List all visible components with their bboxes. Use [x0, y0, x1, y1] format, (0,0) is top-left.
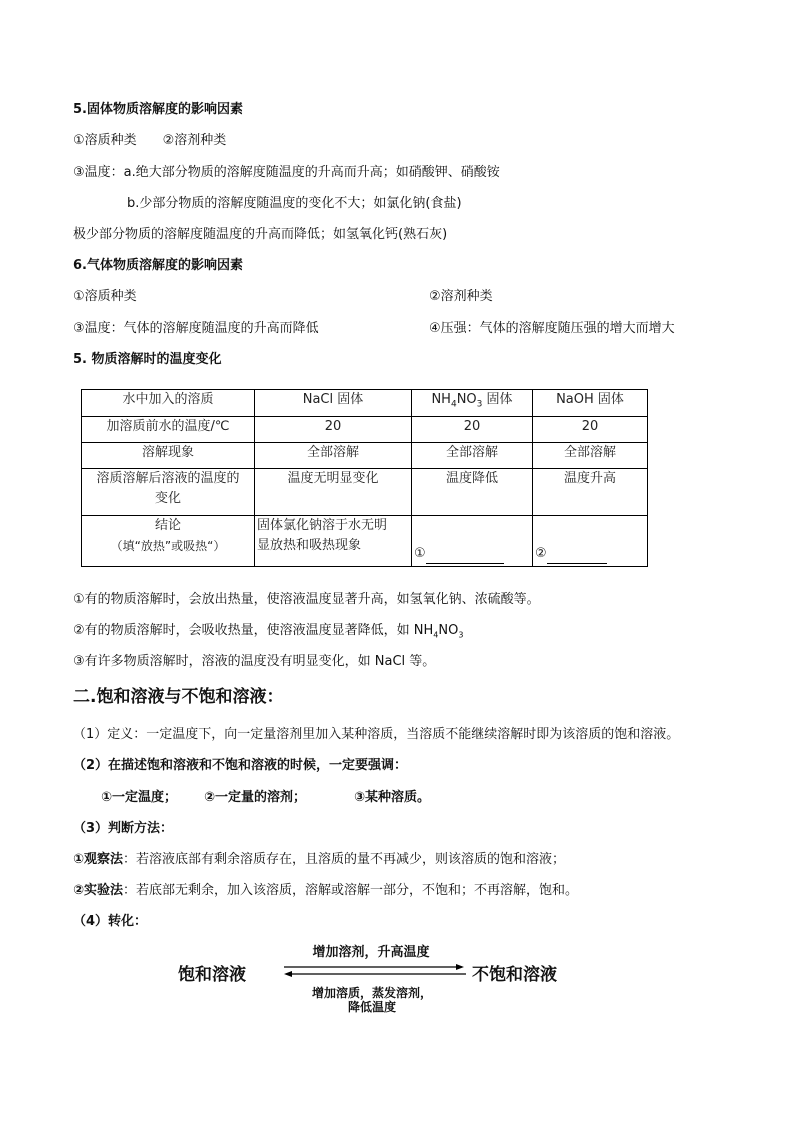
unsaturated-solution-label: 不饱和溶液 [472, 965, 557, 985]
table-row [82, 468, 648, 515]
definition-line: （1）定义：一定温度下，向一定量溶剂里加入某种溶质，当溶质不能继续溶解时即为该溶质的饱和溶液。 [73, 727, 680, 742]
section-5-line-2: ③温度：a.绝大部分物质的溶解度随温度的升高而升高；如硝酸钾、硝酸铵 [73, 165, 500, 180]
table-cell: 温度无明显变化 [255, 468, 412, 515]
table-cell [412, 515, 533, 566]
section-2-title: 二.饱和溶液与不饱和溶液： [73, 687, 284, 707]
table-cell [412, 390, 533, 417]
conversion-title: （4）转化： [73, 914, 148, 929]
section-6-title: 6.气体物质溶解度的影响因素 [73, 258, 243, 273]
method-text: ：若溶液底部有剩余溶质存在，且溶质的量不再减少，则该溶质的饱和溶液； [123, 852, 566, 867]
experiment-method [73, 882, 578, 900]
section-6-item-1: ①溶质种类 [73, 289, 137, 304]
note-2-text: ②有的物质溶解时，会吸收热量，使溶液温度显著降低，如 NH [73, 623, 434, 638]
note-2 [73, 622, 463, 645]
method-name: ①观察法 [73, 852, 124, 867]
section-6-item-2: ②溶剂种类 [429, 289, 493, 304]
section-5-line-3: b.少部分物质的溶解度随温度的变化不大；如氯化钠(食盐) [127, 196, 462, 211]
emphasis-item-3: ③某种溶质。 [354, 790, 431, 805]
method-name: ②实验法 [73, 883, 124, 898]
table-cell: 全部溶解 [533, 442, 648, 468]
backward-condition-line-2: 降低温度 [347, 1000, 396, 1014]
table-cell: NaOH 固体 [533, 390, 648, 417]
formula-subscript: 4 [433, 630, 439, 640]
cell-line: 显放热和吸热现象 [257, 537, 362, 553]
table-cell [82, 468, 255, 515]
cell-line: 变化 [154, 490, 181, 506]
method-text: ：若底部无剩余，加入该溶质，溶解或溶解一部分，不饱和；不再溶解，饱和。 [123, 883, 579, 898]
emphasis-line: （2）在描述饱和溶液和不饱和溶液的时候，一定要强调： [73, 758, 408, 773]
backward-arrowhead [284, 971, 292, 977]
saturated-solution-label: 饱和溶液 [178, 965, 246, 985]
section-5b-title: 5. 物质溶解时的温度变化 [73, 352, 222, 367]
table-row [82, 442, 648, 468]
table-cell [533, 515, 648, 566]
formula-subscript: 4 [450, 399, 457, 410]
cell-line: 溶质溶解后溶液的温度的 [96, 470, 240, 486]
section-5-title: 5.固体物质溶解度的影响因素 [73, 102, 243, 117]
forward-arrowhead [456, 964, 464, 970]
table-cell: NaCl 固体 [255, 390, 412, 417]
table-cell [82, 515, 255, 566]
table-cell: 加溶质前水的温度/℃ [82, 417, 255, 443]
judge-method-title: （3）判断方法： [73, 821, 174, 836]
table-cell: 全部溶解 [255, 442, 412, 468]
section-5-line-1: ①溶质种类 ②溶剂种类 [73, 133, 227, 148]
cell-line: （填“放热”或吸热“） [110, 538, 226, 553]
answer-blank-2[interactable] [547, 549, 607, 564]
answer-blank-1[interactable] [426, 549, 504, 564]
section-6-item-3: ③温度：气体的溶解度随温度的升高而降低 [73, 321, 319, 336]
dissolution-table [81, 389, 648, 567]
table-row [82, 417, 648, 443]
note-1: ①有的物质溶解时，会放出热量，使溶液温度显著升高，如氢氧化钠、浓硫酸等。 [73, 592, 540, 607]
table-row [82, 515, 648, 566]
answer-marker: ① [414, 546, 426, 561]
table-cell [255, 515, 412, 566]
formula-part: 固体 [482, 392, 513, 407]
table-cell: 水中加入的溶质 [82, 390, 255, 417]
section-5-line-4: 极少部分物质的溶解度随温度的升高而降低；如氢氧化钙(熟石灰) [73, 227, 448, 242]
backward-condition-line-1: 增加溶质，蒸发溶剂， [311, 986, 432, 1000]
table-cell: 温度降低 [412, 468, 533, 515]
table-cell: 溶解现象 [82, 442, 255, 468]
table-cell: 20 [255, 417, 412, 443]
table-row [82, 390, 648, 417]
conversion-arrows [280, 962, 470, 980]
formula-part: NO [438, 623, 459, 638]
answer-marker: ② [535, 546, 547, 561]
emphasis-item-2: ②一定量的溶剂； [204, 790, 307, 805]
formula-part: NO [456, 392, 477, 407]
cell-line: 固体氯化钠溶于水无明 [257, 517, 388, 533]
cell-line: 结论 [154, 517, 181, 533]
table-cell: 20 [412, 417, 533, 443]
formula-part: NH [431, 392, 451, 407]
note-3: ③有许多物质溶解时，溶液的温度没有明显变化，如 NaCl 等。 [73, 654, 436, 669]
formula-subscript: 3 [458, 630, 464, 640]
formula-subscript: 3 [476, 399, 483, 410]
section-6-item-4: ④压强：气体的溶解度随压强的增大而增大 [429, 321, 675, 336]
emphasis-item-1: ①一定温度； [101, 790, 178, 805]
table-cell: 全部溶解 [412, 442, 533, 468]
table-cell: 20 [533, 417, 648, 443]
table-cell: 温度升高 [533, 468, 648, 515]
observation-method [73, 851, 565, 869]
forward-condition: 增加溶剂，升高温度 [312, 945, 430, 960]
